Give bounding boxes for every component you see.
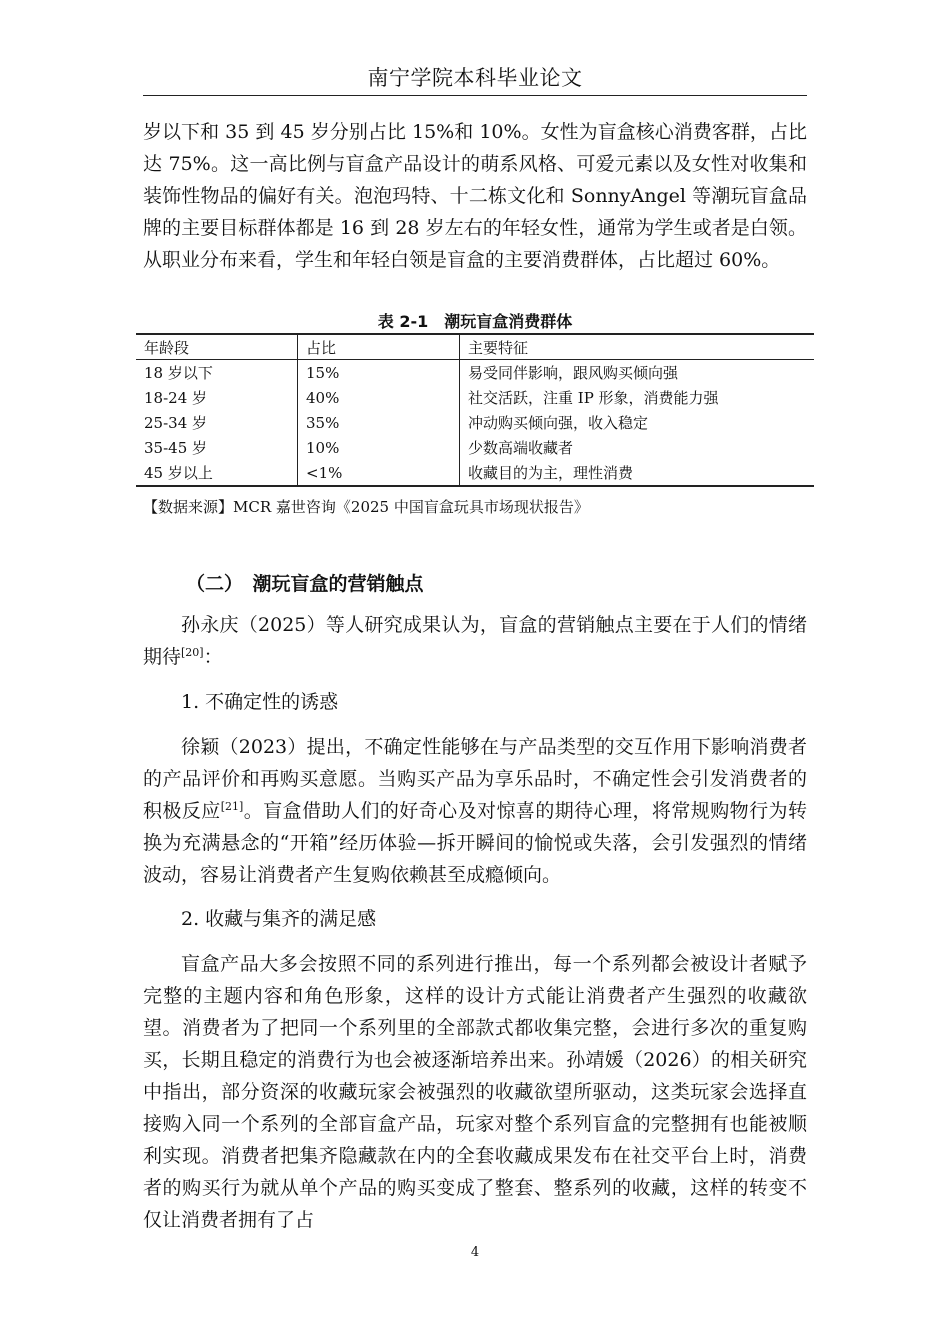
section-intro-text: 孙永庆（2025）等人研究成果认为，盲盒的营销触点主要在于人们的情绪期待 <box>143 614 807 668</box>
age-cell: 18 岁以下 <box>136 360 298 386</box>
table-row <box>136 385 814 410</box>
age-cell: 18-24 岁 <box>136 385 298 410</box>
header-rule <box>143 95 807 96</box>
table-row <box>136 360 814 386</box>
collection-paragraph <box>143 948 807 1236</box>
section-intro-paragraph <box>143 609 807 673</box>
table-row <box>136 435 814 460</box>
share-cell: 10% <box>298 435 460 460</box>
citation-ref: [20] <box>181 646 204 659</box>
subheading-uncertainty: 1. 不确定性的诱惑 <box>181 691 339 713</box>
age-cell: 25-34 岁 <box>136 410 298 435</box>
uncertainty-text-b: 。盲盒借助人们的好奇心及对惊喜的期待心理，将常规购物行为转换为充满悬念的“开箱”经历体验—拆开瞬间的愉悦或失落，会引发强烈的情绪波动，容易让消费者产生复购依赖甚至成瘾倾向。 <box>143 800 807 886</box>
running-header: 南宁学院本科毕业论文 <box>367 66 583 90</box>
section-intro-tail: ： <box>203 646 223 668</box>
page-number: 4 <box>470 1245 480 1260</box>
share-cell: 15% <box>298 360 460 386</box>
column-header-share: 占比 <box>298 334 460 360</box>
column-header-features: 主要特征 <box>460 334 815 360</box>
table-caption: 表 2-1 潮玩盲盒消费群体 <box>377 312 573 331</box>
intro-paragraph-text: 岁以下和 35 到 45 岁分别占比 15%和 10%。女性为盲盒核心消费客群，占比达 75%。这一高比例与盲盒产品设计的萌系风格、可爱元素以及女性对收集和装饰性物品的偏好有关。泡泡玛特、十二栋文化和 SonnyAngel 等潮玩盲盒品牌的主要目标群体都是 16 到 28 岁左右的年轻女性，通常为学生或者是白领。从职业分布来看，学生和年轻白领是盲盒的主要消费群体，占比超过 60%。 <box>143 121 807 271</box>
features-cell: 社交活跃，注重 IP 形象，消费能力强 <box>468 389 719 407</box>
age-cell: 35-45 岁 <box>136 435 298 460</box>
uncertainty-paragraph <box>143 731 807 891</box>
table-row <box>136 460 814 486</box>
share-cell: 40% <box>298 385 460 410</box>
intro-paragraph <box>143 116 807 276</box>
section-heading: （二） 潮玩盲盒的营销触点 <box>186 573 424 595</box>
age-cell: 45 岁以上 <box>136 460 298 486</box>
collection-text: 盲盒产品大多会按照不同的系列进行推出，每一个系列都会被设计者赋予完整的主题内容和角色形象，这样的设计方式能让消费者产生强烈的收藏欲望。消费者为了把同一个系列里的全部款式都收集完整，会进行多次的重复购买，长期且稳定的消费行为也会被逐渐培养出来。孙靖媛（2026）的相关研究中指出，部分资深的收藏玩家会被强烈的收藏欲望所驱动，这类玩家会选择直接购入同一个系列的全部盲盒产品，玩家对整个系列盲盒的完整拥有也能被顺利实现。消费者把集齐隐藏款在内的全套收藏成果发布在社交平台上时，消费者的购买行为就从单个产品的购买变成了整套、整系列的收藏，这样的转变不仅让消费者拥有了占 <box>143 953 807 1231</box>
share-cell: 35% <box>298 410 460 435</box>
citation-ref: [21] <box>220 800 244 813</box>
features-cell: 易受同伴影响，跟风购买倾向强 <box>468 364 679 382</box>
consumer-group-table <box>136 333 814 487</box>
table-source-note: 【数据来源】MCR 嘉世咨询《2025 中国盲盒玩具市场现状报告》 <box>143 498 589 516</box>
table-row <box>136 410 814 435</box>
features-cell: 收藏目的为主，理性消费 <box>460 460 815 486</box>
column-header-age: 年龄段 <box>136 334 298 360</box>
subheading-collection: 2. 收藏与集齐的满足感 <box>181 908 377 930</box>
features-cell: 冲动购买倾向强，收入稳定 <box>468 414 649 432</box>
features-cell: 少数高端收藏者 <box>468 439 574 457</box>
share-cell: <1% <box>298 460 460 486</box>
table-header-row <box>136 334 814 360</box>
uncertainty-text-a: 徐颖（2023）提出，不确定性能够在与产品类型的交互作用下影响消费者的产品评价和再购买意愿。当购买产品为享乐品时，不确定性会引发消费者的积极反应 <box>143 736 807 822</box>
